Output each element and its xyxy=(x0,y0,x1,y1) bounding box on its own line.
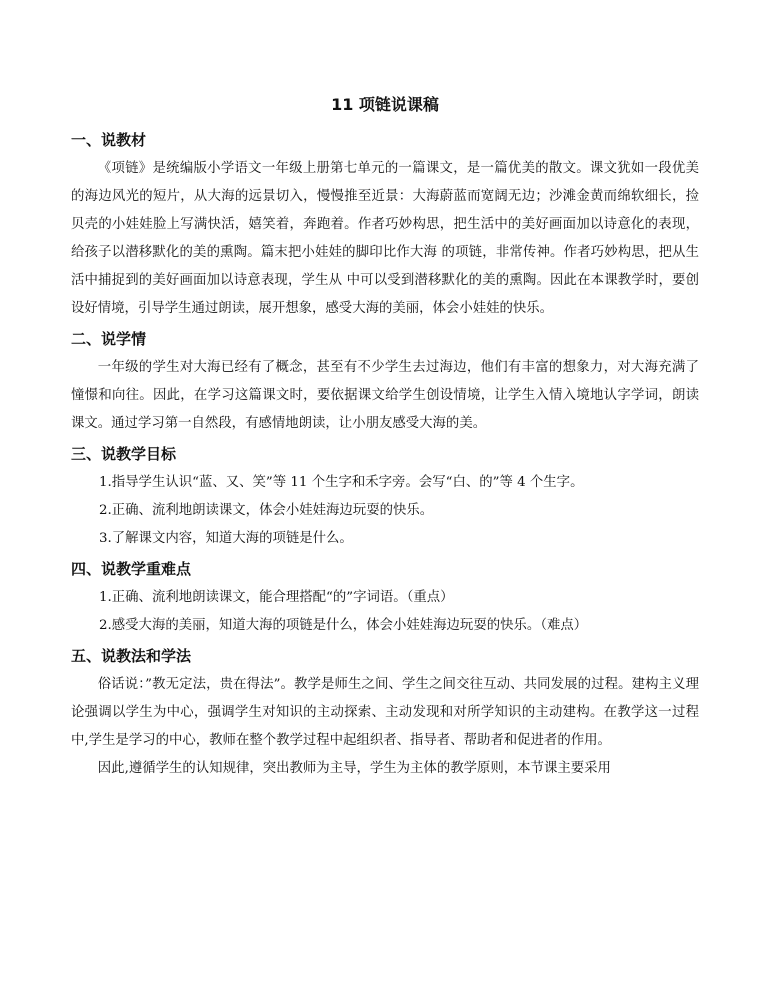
list-item: 1.指导学生认识“蓝、又、笑”等 11 个生字和禾字旁。会写“白、的”等 4 个生字。 xyxy=(99,475,584,490)
list-item: 3.了解课文内容，知道大海的项链是什么。 xyxy=(99,531,353,546)
section-heading-key-points: 四、说教学重难点 xyxy=(71,560,192,578)
section-heading-textbook: 一、说教材 xyxy=(71,131,147,149)
section-heading-objectives: 三、说教学目标 xyxy=(71,445,177,463)
section-heading-methods: 五、说教法和学法 xyxy=(71,647,192,665)
list-item: 1.正确、流利地朗读课文，能合理搭配“的”字词语。（重点） xyxy=(99,590,454,605)
paragraph: 因此,遵循学生的认知规律，突出教师为主导，学生为主体的教学原则，本节课主要采用 xyxy=(97,761,611,776)
document-page xyxy=(71,92,699,783)
list-item: 2.正确、流利地朗读课文，体会小娃娃海边玩耍的快乐。 xyxy=(99,503,434,518)
section-heading-learners: 二、说学情 xyxy=(71,330,147,348)
paragraph: 《项链》是统编版小学语文一年级上册第七单元的一篇课文，是一篇优美的散文。课文犹如一段优美的海边风光的短片，从大海的远景切入，慢慢推至近景：大海蔚蓝而宽阔无边；沙滩金黄而绵软细长，捡贝壳的小娃娃脸上写满快活，嬉笑着，奔跑着。作者巧妙构思，把生活中的美好画面加以诗意化的表现，给孩子以潜移默化的美的熏陶。篇末把小娃娃的脚印比作大海 的项链，非常传神。作者巧妙构思，把从生活中捕捉到的美好画面加以诗意表现，学生从 中可以受到潜移默化的美的熏陶。因此在本课教学时，要创设好情境，引导学生通过朗读，展开想象，感受大海的美丽，体会小娃娃的快乐。 xyxy=(71,161,699,316)
list-item: 2.感受大海的美丽，知道大海的项链是什么，体会小娃娃海边玩耍的快乐。（难点） xyxy=(99,618,588,633)
document-title: 11 项链说课稿 xyxy=(331,95,439,114)
paragraph: 一年级的学生对大海已经有了概念，甚至有不少学生去过海边，他们有丰富的想象力，对大海充满了憧憬和向往。因此，在学习这篇课文时，要依据课文给学生创设情境，让学生入情入境地认字学词，朗读课文。通过学习第一自然段，有感情地朗读，让小朋友感受大海的美。 xyxy=(71,360,699,431)
paragraph: 俗话说：”教无定法，贵在得法”。教学是师生之间、学生之间交往互动、共同发展的过程。建构主义理论强调以学生为中心，强调学生对知识的主动探索、主动发现和对所学知识的主动建构。在教学这一过程中,学生是学习的中心，教师在整个教学过程中起组织者、指导者、帮助者和促进者的作用。 xyxy=(71,677,699,748)
